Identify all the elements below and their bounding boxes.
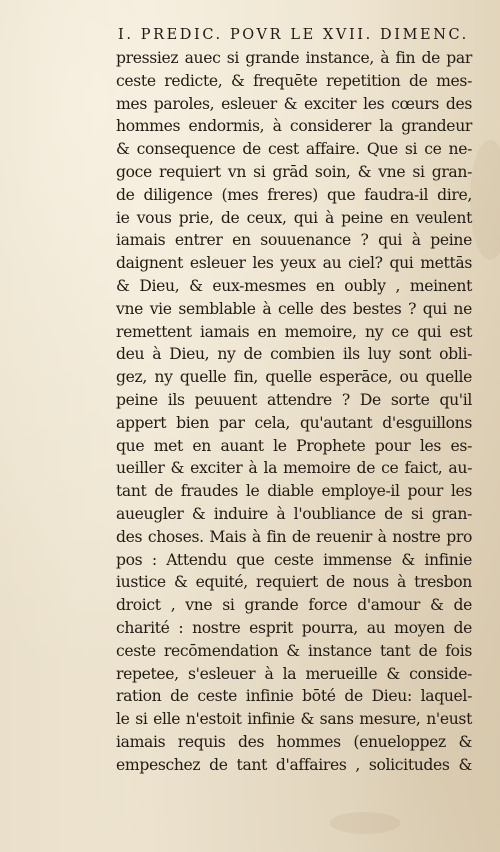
text-line: pos : Attendu que ceste immense & infinie <box>116 550 472 569</box>
text-line: iamais requis des hommes (enueloppez & <box>116 732 472 751</box>
text-line: des choses. Mais à fin de reuenir à nostre pro <box>116 527 472 546</box>
running-header: I. PREDIC. POVR LE XVII. DIMENC. <box>118 27 469 43</box>
text-line: peine ils peuuent attendre ? De sorte qu'il <box>116 390 472 409</box>
text-line: & Dieu, & eux-mesmes en oubly , meinent <box>116 276 472 295</box>
text-line: aueugler & induire à l'oubliance de si gran- <box>116 504 472 523</box>
text-line: iamais entrer en souuenance ? qui à peine <box>116 231 472 250</box>
text-line: pressiez auec si grande instance, à fin de par <box>116 49 472 67</box>
paper-stain <box>330 812 400 834</box>
text-line: hommes endormis, à considerer la grandeur <box>116 117 472 136</box>
text-line: ceste redicte, & frequēte repetition de mes- <box>116 71 472 90</box>
text-line: le si elle n'estoit infinie & sans mesure, n'eust <box>116 710 472 729</box>
text-line: ueiller & exciter à la memoire de ce faict, au- <box>116 459 472 478</box>
text-line: ration de ceste infinie bōté de Dieu: laquel- <box>116 687 472 706</box>
text-line: mes paroles, esleuer & exciter les cœurs des <box>116 94 472 113</box>
text-line: ie vous prie, de ceux, qui à peine en veulent <box>116 208 472 227</box>
paper-shadow <box>470 140 500 260</box>
text-line: que met en auant le Prophete pour les es- <box>116 436 472 455</box>
text-line: empeschez de tant d'affaires , solicitudes & <box>116 755 472 774</box>
text-line: repetee, s'esleuer à la merueille & conside- <box>116 664 472 683</box>
text-line: deu à Dieu, ny de combien ils luy sont obli- <box>116 345 472 364</box>
text-line: iustice & equité, requiert de nous à tresbon <box>116 573 472 592</box>
text-line: droict , vne si grande force d'amour & de <box>116 596 472 615</box>
text-line: charité : nostre esprit pourra, au moyen de <box>116 618 472 637</box>
text-line: daignent esleuer les yeux au ciel? qui mettās <box>116 254 472 273</box>
body-text <box>116 47 472 777</box>
text-line: goce requiert vn si grād soin, & vne si gran- <box>116 162 472 181</box>
text-line: de diligence (mes freres) que faudra-il dire, <box>116 185 472 204</box>
text-line: tant de fraudes le diable employe-il pour les <box>116 482 472 501</box>
text-line: remettent iamais en memoire, ny ce qui est <box>116 322 472 341</box>
text-line: ceste recōmendation & instance tant de fois <box>116 641 472 660</box>
text-line: appert bien par cela, qu'autant d'esguillons <box>116 413 472 432</box>
text-line: vne vie semblable à celle des bestes ? qui ne <box>116 299 472 318</box>
text-line: gez, ny quelle fin, quelle esperāce, ou quelle <box>116 368 472 387</box>
text-line: & consequence de cest affaire. Que si ce ne- <box>116 140 472 159</box>
